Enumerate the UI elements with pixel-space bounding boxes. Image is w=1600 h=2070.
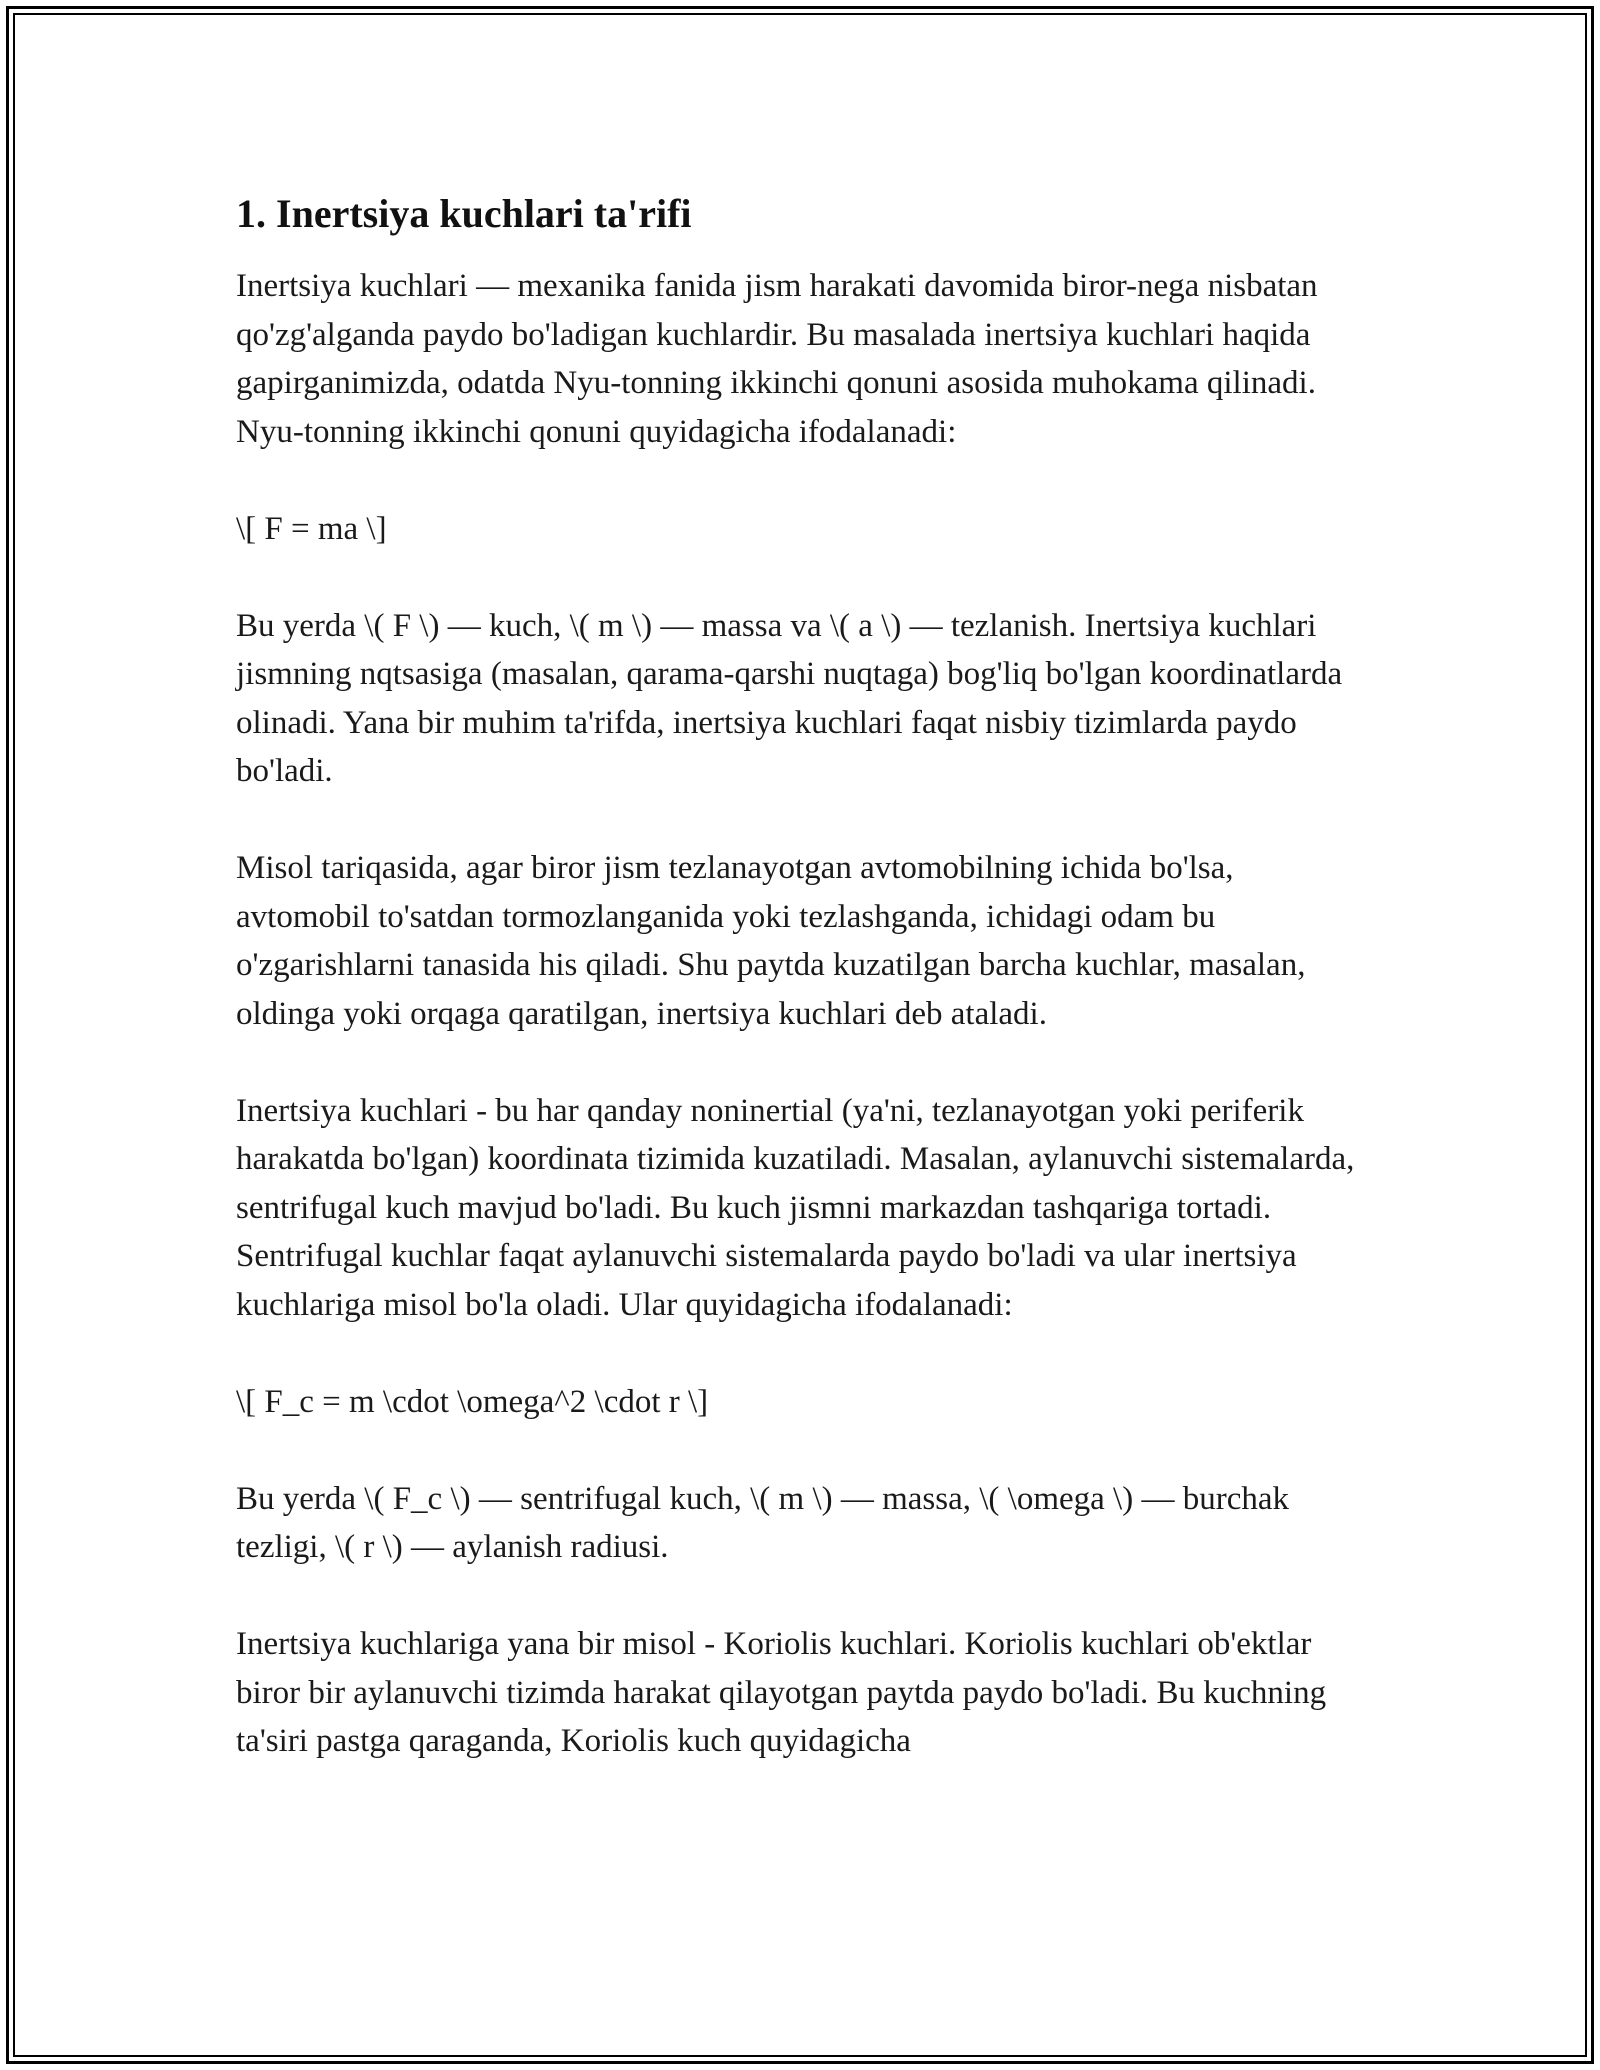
formula-centrifugal-force: \[ F_c = m \cdot \omega^2 \cdot r \]: [236, 1383, 709, 1420]
formula-newton-second-law: \[ F = ma \]: [236, 510, 387, 547]
paragraph-car-example: Misol tariqasida, agar biror jism tezlanayotgan avtomobilning ichida bo'lsa, avtomobil to'satdan tormozlanganida yoki tezlashganda, ichidagi odam bu o'zgarishlarni tanasida his qiladi. Shu paytda kuzatilgan barcha kuchlar, masalan, oldinga yoki orqaga qaratilgan, inertsiya kuchlari deb ataladi.: [236, 850, 1306, 1032]
paragraph-centrifugal-variables: Bu yerda \( F_c \) — sentrifugal kuch, \( m \) — massa, \( \omega \) — burchak tezligi, \( r \) — aylanish radiusi.: [236, 1480, 1289, 1565]
document-body: [236, 188, 1366, 1814]
section-heading: 1. Inertsiya kuchlari ta'rifi: [236, 191, 692, 236]
paragraph-noninertial: Inertsiya kuchlari - bu har qanday noninertial (ya'ni, tezlanayotgan yoki periferik harakatda bo'lgan) koordinata tizimida kuzatiladi. Masalan, aylanuvchi sistemalarda, sentrifugal kuch mavjud bo'ladi. Bu kuch jismni markazdan tashqariga tortadi. Sentrifugal kuchlar faqat aylanuvchi sistemalarda paydo bo'ladi va ular inertsiya kuchlariga misol bo'la oladi. Ular quyidagicha ifodalanadi:: [236, 1092, 1355, 1323]
paragraph-variables: Bu yerda \( F \) — kuch, \( m \) — massa va \( a \) — tezlanish. Inertsiya kuchlari jismning nqtsasiga (masalan, qarama-qarshi nuqtaga) bog'liq bo'lgan koordinatlarda olinadi. Yana bir muhim ta'rifda, inertsiya kuchlari faqat nisbiy tizimlarda paydo bo'ladi.: [236, 607, 1343, 789]
paragraph-definition: Inertsiya kuchlari — mexanika fanida jism harakati davomida biror-nega nisbatan qo'zg'alganda paydo bo'ladigan kuchlardir. Bu masalada inertsiya kuchlari haqida gapirganimizda, odatda Nyu-tonning ikkinchi qonuni asosida muhokama qilinadi. Nyu-tonning ikkinchi qonuni quyidagicha ifodalanadi:: [236, 268, 1318, 450]
paragraph-coriolis: Inertsiya kuchlariga yana bir misol - Koriolis kuchlari. Koriolis kuchlari ob'ektlar biror bir aylanuvchi tizimda harakat qilayotgan paytda paydo bo'ladi. Bu kuchning ta'siri pastga qaraganda, Koriolis kuch quyidagicha: [236, 1626, 1327, 1759]
